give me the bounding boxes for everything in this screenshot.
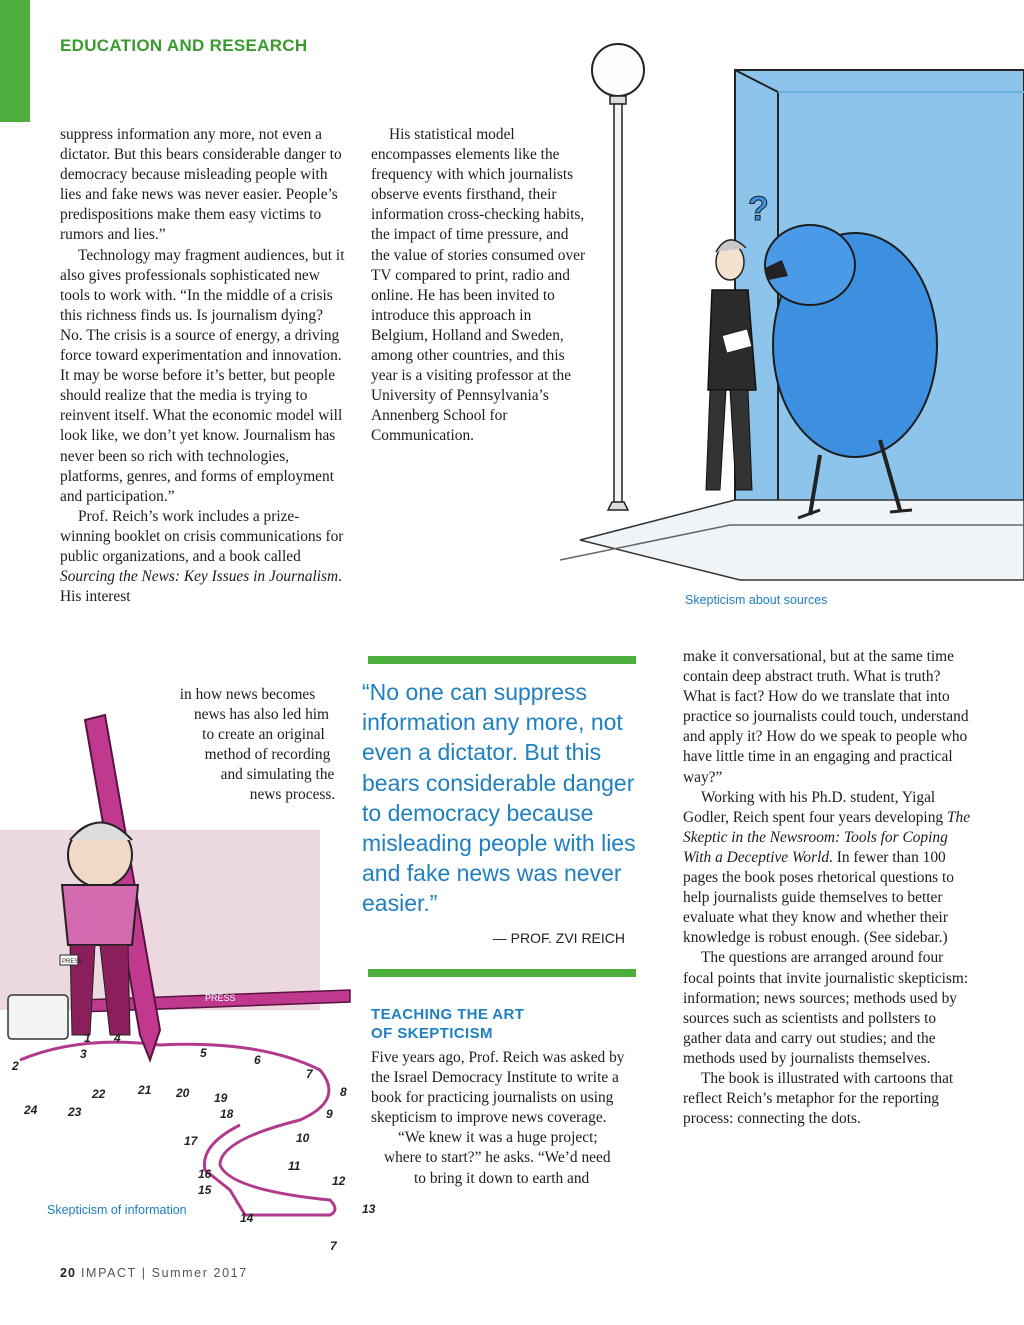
sidewalk xyxy=(560,500,1024,580)
col3-paragraph-4: The book is illustrated with cartoons that reflect Reich’s metaphor for the reporting process: connecting the dots. xyxy=(683,1069,954,1128)
lamp-post xyxy=(592,44,644,510)
teaching-line: where to start?” he asks. “We’d need xyxy=(384,1149,611,1167)
col1-p3-end: . His interest xyxy=(60,568,343,606)
dot-number: 8 xyxy=(340,1085,347,1099)
teaching-line: “We knew it was a huge project; xyxy=(398,1129,598,1147)
pen-label: PRESS xyxy=(205,993,236,1003)
dot-number: 7 xyxy=(306,1067,313,1081)
caption-information: Skepticism of information xyxy=(47,1203,187,1217)
book-title-sourcing: Sourcing the News: Key Issues in Journalism xyxy=(60,568,339,586)
press-badge: PRESS xyxy=(62,959,83,965)
teaching-paragraph-1: Five years ago, Prof. Reich was asked by the Israel Democracy Institute to write a book for practicing journalists on using skepticism to improve news coverage. xyxy=(371,1049,625,1127)
dot-number: 19 xyxy=(214,1091,228,1105)
column-3 xyxy=(683,647,973,1129)
illustration-information xyxy=(0,690,376,1260)
dot-number: 2 xyxy=(12,1059,19,1073)
pull-quote-attribution: — PROF. ZVI REICH xyxy=(492,930,625,946)
section-heading-line-1: TEACHING THE ART xyxy=(371,1006,525,1023)
page-number: 20 xyxy=(60,1266,76,1280)
page-footer xyxy=(60,1266,248,1280)
dot-number: 24 xyxy=(24,1103,38,1117)
dot-number: 4 xyxy=(114,1031,121,1045)
quote-rule-bottom xyxy=(368,969,636,977)
wrap-line: method of recording xyxy=(204,746,331,764)
col2-paragraph-1: His statistical model encompasses elements like the frequency with which journalists observe events firsthand, their information cross-checking habits, the impact of time pressure, and the value of stories consumed over TV compared to print, radio and online. He has been invited to introduce this approach in Belgium, Holland and Sweden, among other countries, and this year is a visiting professor at the University of Pennsylvania’s Annenberg School for Communication. xyxy=(371,126,586,445)
wrap-line: in how news becomes xyxy=(179,686,316,703)
pink-backdrop xyxy=(0,830,320,1010)
book-title-skeptic: The Skeptic in the Newsroom: Tools for Coping With a Deceptive World xyxy=(683,808,971,866)
section-label: EDUCATION AND RESEARCH xyxy=(60,36,308,55)
dot-number: 6 xyxy=(254,1053,261,1067)
section-heading-line-2: OF SKEPTICISM xyxy=(371,1025,493,1042)
col3-paragraph-3: The questions are arranged around four focal points that invite journalistic skepticism: information; news sources; methods used by sources such as scientists and pollsters to gather data and carry out studies; and the methods used by journalists themselves. xyxy=(683,949,969,1067)
illustration-sources xyxy=(520,40,1024,600)
dot-number: 23 xyxy=(68,1105,82,1119)
dot-number: 13 xyxy=(362,1202,376,1216)
question-mark-icon: ? xyxy=(748,190,769,228)
dot-number: 3 xyxy=(80,1047,87,1061)
publication-name: IMPACT | Summer 2017 xyxy=(80,1266,248,1280)
dot-number: 12 xyxy=(332,1174,346,1188)
dot-number: 5 xyxy=(200,1046,207,1060)
caption-sources: Skepticism about sources xyxy=(685,593,828,607)
wrap-line: news process. xyxy=(249,786,336,804)
teaching-line: to bring it down to earth and xyxy=(414,1169,590,1187)
col1-paragraph-2: Technology may fragment audiences, but it also gives professionals sophisticated new tools to work with. “In the middle of a crisis this richness finds us. Is journalism dying? No. The crisis is a source of energy, a driving force toward experimentation and innovation. It may be worse before it’s better, but people should realize that the media is trying to reinvent itself. What the economic model will look like, we don’t yet know. Journalism has never been so rich with technologies, platforms, genres, and forms of employment and participation.” xyxy=(60,246,345,505)
column-1 xyxy=(60,125,345,607)
dot-number: 14 xyxy=(240,1211,254,1225)
dot-number: 18 xyxy=(220,1107,234,1121)
dot-number: 20 xyxy=(176,1086,190,1100)
col1-p3-start: Prof. Reich’s work includes a prize-winning booklet on crisis communications for public organizations, and a book called xyxy=(60,507,344,565)
pull-quote: “No one can suppress information any more, not even a dictator. But this bears considerable danger to democracy because misleading people with lies and fake news was never easier.” xyxy=(362,679,636,917)
section-heading xyxy=(371,1005,631,1043)
dot-number: 9 xyxy=(326,1107,333,1121)
dot-path xyxy=(20,1042,335,1215)
wrap-line: and simulating the xyxy=(220,766,335,784)
dot-number: 22 xyxy=(92,1087,106,1101)
dot-number: 17 xyxy=(184,1134,198,1148)
teaching-text xyxy=(371,1048,641,1189)
section-color-bar xyxy=(0,0,30,122)
dot-number: 10 xyxy=(296,1131,310,1145)
dot-number: 1 xyxy=(84,1031,91,1045)
wrap-line: to create an original xyxy=(202,726,325,744)
col3-paragraph-2 xyxy=(683,788,973,949)
wrap-line: news has also led him xyxy=(193,706,330,724)
col1-paragraph-3 xyxy=(60,507,345,607)
col3-p2-end: . In fewer than 100 pages the book poses rhetorical questions to help journalists guide themselves to better evaluate what they know and whether their knowledge is robust enough. (See sidebar.) xyxy=(683,848,954,947)
col3-paragraph-1: make it conversational, but at the same time contain deep abstract truth. What is truth? What is fact? How do we translate that into practice so journalists could touch, understand and apply it? How do we speak to people who have little time in an engaging and practical way?” xyxy=(683,648,969,786)
dot-number: 11 xyxy=(288,1159,301,1173)
briefcase xyxy=(8,995,68,1039)
quote-rule-top xyxy=(368,656,636,664)
dot-number: 7 xyxy=(330,1239,337,1253)
dot-numbers xyxy=(11,1031,376,1253)
col1-paragraph-1: suppress information any more, not even a dictator. But this bears considerable danger to democracy because misleading people with lies and fake news was never easier. People’s predispositions make them easy victims to rumors and lies.” xyxy=(60,126,342,244)
dot-number: 21 xyxy=(138,1083,152,1097)
dot-number: 15 xyxy=(198,1183,212,1197)
dot-number: 16 xyxy=(198,1167,212,1181)
col3-p2-start: Working with his Ph.D. student, Yigal Godler, Reich spent four years developing xyxy=(683,788,947,826)
